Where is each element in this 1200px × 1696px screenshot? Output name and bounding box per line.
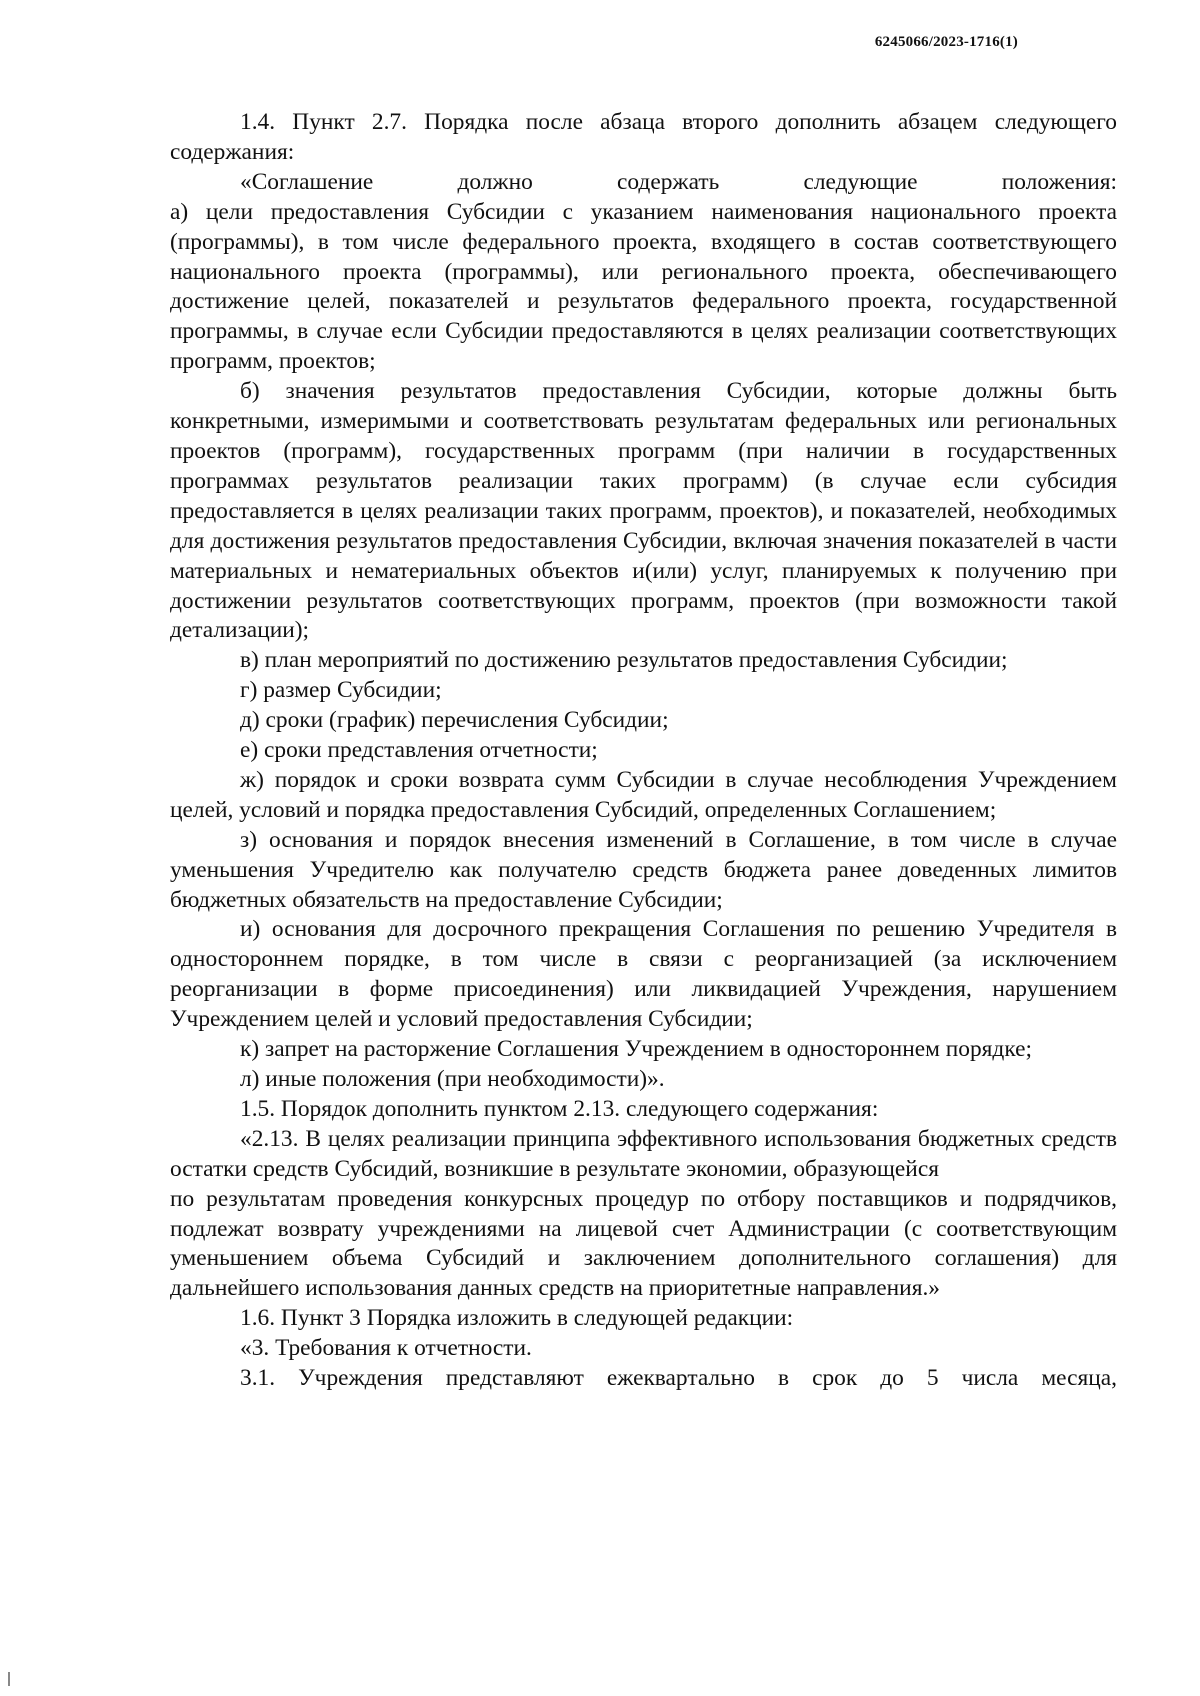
paragraph-item-i: и) основания для досрочного прекращения Соглашения по решению Учредителя в одностороннем порядке, в том числе в связи с реорганизацией (за исключением реорганизации в форме присоединения) или ликвидацией Учреждения, нарушением Учреждением целей и условий предоставления Субсидии; — [170, 916, 1117, 1033]
paragraph-item-a: а) цели предоставления Субсидии с указанием наименования национального проекта (программы), в том числе федерального проекта, входящего в состав соответствующего национального проекта (программы), или регионального проекта, обеспечивающего достижение целей, показателей и результатов федерального проекта, государственной программы, в случае если Субсидии предоставляются в целях реализации соответствующих программ, проектов; — [170, 198, 1117, 375]
paragraph-item-z: з) основания и порядок внесения изменений в Соглашение, в том числе в случае уменьшения Учредителю как получателю средств бюджета ранее доведенных лимитов бюджетных обязательств на предоставление Субсидии; — [170, 826, 1117, 913]
paragraph-item-g: г) размер Субсидии; — [240, 677, 442, 704]
paragraph-1-4: 1.4. Пункт 2.7. Порядка после абзаца второго дополнить абзацем следующего содержания: — [170, 109, 1117, 165]
paragraph-1-5: 1.5. Порядок дополнить пунктом 2.13. следующего содержания: — [240, 1095, 879, 1122]
paragraph-section-3-title: «3. Требования к отчетности. — [240, 1335, 532, 1362]
paragraph-2-13: «2.13. В целях реализации принципа эффективного использования бюджетных средств остатки средств Субсидий, возникшие в результате экономии, образующейся — [170, 1125, 1117, 1182]
paragraph-item-v: в) план мероприятий по достижению результатов предоставления Субсидии; — [240, 647, 1008, 674]
paragraph-item-b: б) значения результатов предоставления Субсидии, которые должны быть конкретными, измеримыми и соответствовать результатам федеральных или региональных проектов (программ), государственных программ (при наличии в государственных программах результатов реализации таких программ) (в случае если субсидия предоставляется в целях реализации таких программ, проектов), и показателей, необходимых для достижения результатов предоставления Субсидии, включая значения показателей в части материальных и нематериальных объектов и(или) услуг, планируемых к получению при достижении результатов соответствующих программ, проектов (при возможности такой детализации); — [170, 378, 1117, 644]
paragraph-1-6: 1.6. Пункт 3 Порядка изложить в следующей редакции: — [240, 1305, 794, 1332]
paragraph-item-d: д) сроки (график) перечисления Субсидии; — [240, 707, 669, 734]
document-body — [170, 108, 1117, 1394]
paragraph-agreement-intro: «Соглашение должно содержать следующие положения: — [240, 168, 1117, 195]
document-number: 6245066/2023-1716(1) — [874, 34, 1018, 50]
paragraph-2-13-continued: по результатам проведения конкурсных процедур по отбору поставщиков и подрядчиков, подлежат возврату учреждениями на лицевой счет Администрации (с соответствующим уменьшением объема Субсидий и заключением дополнительного соглашения) для дальнейшего использования данных средств на приоритетные направления.» — [170, 1185, 1117, 1302]
paragraph-item-k: к) запрет на расторжение Соглашения Учреждением в одностороннем порядке; — [240, 1036, 1032, 1063]
paragraph-item-l: л) иные положения (при необходимости)». — [240, 1066, 665, 1092]
paragraph-item-zh: ж) порядок и сроки возврата сумм Субсидии в случае несоблюдения Учреждением целей, условий и порядка предоставления Субсидий, определенных Соглашением; — [170, 766, 1117, 823]
paragraph-3-1: 3.1. Учреждения представляют ежеквартально в срок до 5 числа месяца, — [240, 1365, 1117, 1392]
scan-edge-mark — [8, 1672, 10, 1686]
paragraph-item-e: е) сроки представления отчетности; — [240, 737, 598, 764]
